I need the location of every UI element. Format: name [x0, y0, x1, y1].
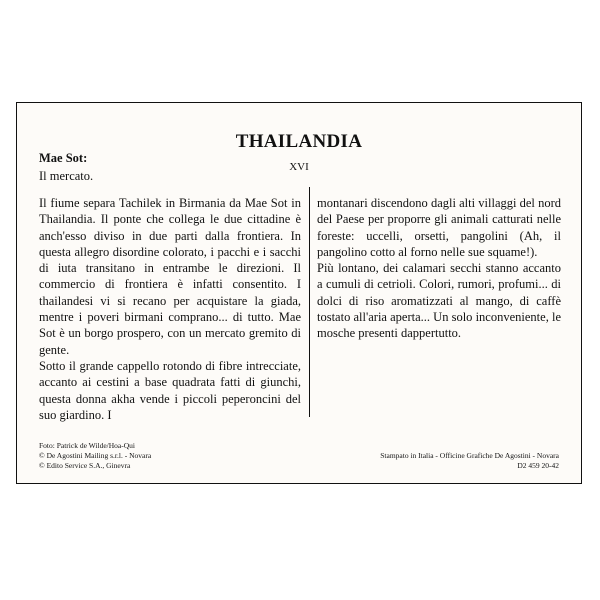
- photo-caption: Il mercato.: [39, 169, 94, 183]
- printer-block: [380, 451, 559, 471]
- card-code: D2 459 20-42: [517, 461, 559, 470]
- paragraph: Più lontano, dei calamari secchi stanno accanto a cumuli di cetrioli. Colori, rumori, profumi... di dolci di riso aromatizzati al mango, di caffè tostato all'aria aperta... Un solo inconveniente, le mosche presenti dappertutto.: [317, 261, 561, 341]
- copyright-line: © Edito Service S.A., Ginevra: [39, 461, 131, 470]
- credits-block: [39, 441, 151, 471]
- card-number: XVI: [289, 161, 309, 173]
- text-column-left: [39, 195, 301, 423]
- column-divider: [309, 187, 310, 417]
- postcard-back: [16, 102, 582, 484]
- copyright-line: © De Agostini Mailing s.r.l. - Novara: [39, 451, 152, 460]
- photo-credit: Foto: Patrick de Wilde/Hoa-Qui: [39, 441, 136, 450]
- paragraph: Il fiume separa Tachilek in Birmania da Mae Sot in Thailandia. Il ponte che collega le due cittadine è anch'esso diviso in due parti dalla frontiera. In questa allegro disordine colorato, i pacchi e i sacchi di iuta transitano in entrambe le direzioni. Il commercio di frontiera è infatti consentito. I thailandesi vi si recano per acquistare la giada, mentre i poveri birmani comprano... di tutto. Mae Sot è un borgo prospero, con un mercato gremito di gente.: [39, 196, 301, 357]
- paragraph: Sotto il grande cappello rotondo di fibre intrecciate, accanto ai cestini a base quadrata fatti di giunchi, questa donna akha vende i piccoli peperoncini del suo giardino. I: [39, 358, 301, 422]
- location-label: Mae Sot:: [39, 151, 88, 165]
- printer-line: Stampato in Italia - Officine Grafiche De Agostini - Novara: [380, 451, 559, 460]
- paragraph: montanari discendono dagli alti villaggi del nord del Paese per proporre gli animali catturati nelle foreste: uccelli, orsetti, pangolini (Ah, il pangolino cotto al forno nelle sue squame!).: [317, 196, 561, 259]
- card-title: THAILANDIA: [235, 131, 363, 152]
- text-column-right: [317, 195, 561, 342]
